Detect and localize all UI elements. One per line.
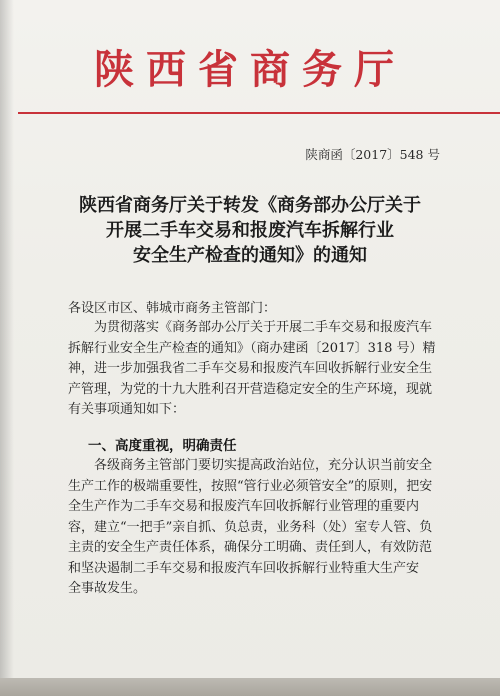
section-heading-1: 一、高度重视，明确责任 [88,438,237,454]
paragraph-line: 产管理，为党的十九大胜利召开营造稳定安全的生产环境，现就 [68,381,433,397]
paragraph-line: 全事故发生。 [68,581,147,596]
paragraph-line: 容，建立“一把手”亲自抓、负总责，业务科（处）室专人管、负 [68,519,433,535]
page-edge-shadow [0,0,14,696]
letterhead-red-rule [18,112,500,114]
salutation: 各设区市区、韩城市商务主管部门： [68,301,277,316]
paragraph-line: 全生产作为二手车交易和报废汽车回收拆解行业管理的重要内 [68,499,420,514]
paragraph-line: 生产工作的极端重要性，按照“管行业必须管安全”的原则，把安 [68,478,433,494]
paragraph-line: 有关事项通知如下： [68,402,186,417]
paragraph-line: 和坚决遏制二手车交易和报废汽车回收拆解行业特重大生产安 [68,560,420,576]
letterhead-org-name: 陕西省商务厅 [94,46,406,93]
paragraph-line: 拆解行业安全生产检查的通知》（商办建函〔2017〕318 号）精 [68,340,436,356]
paragraph-line: 神，进一步加强我省二手车交易和报废汽车回收拆解行业安全生 [68,361,433,376]
title-line: 开展二手车交易和报废汽车拆解行业 [106,220,394,241]
title-line: 安全生产检查的通知》的通知 [133,245,367,266]
paragraph-intro [68,318,438,421]
document-number: 陕商函〔2017〕548 号 [305,147,440,162]
page-bottom-edge [0,678,500,696]
title-line: 陕西省商务厅关于转发《商务部办公厅关于 [79,195,421,216]
paragraph-line: 主责的安全生产责任体系，确保分工明确、责任到人，有效防范 [68,540,433,555]
document-title [40,193,460,268]
paragraph-line: 为贯彻落实《商务部办公厅关于开展二手车交易和报废汽车 [94,320,433,335]
paragraph-section-1 [68,456,438,600]
paragraph-line: 各级商务主管部门要切实提高政治站位，充分认识当前安全 [94,458,433,473]
